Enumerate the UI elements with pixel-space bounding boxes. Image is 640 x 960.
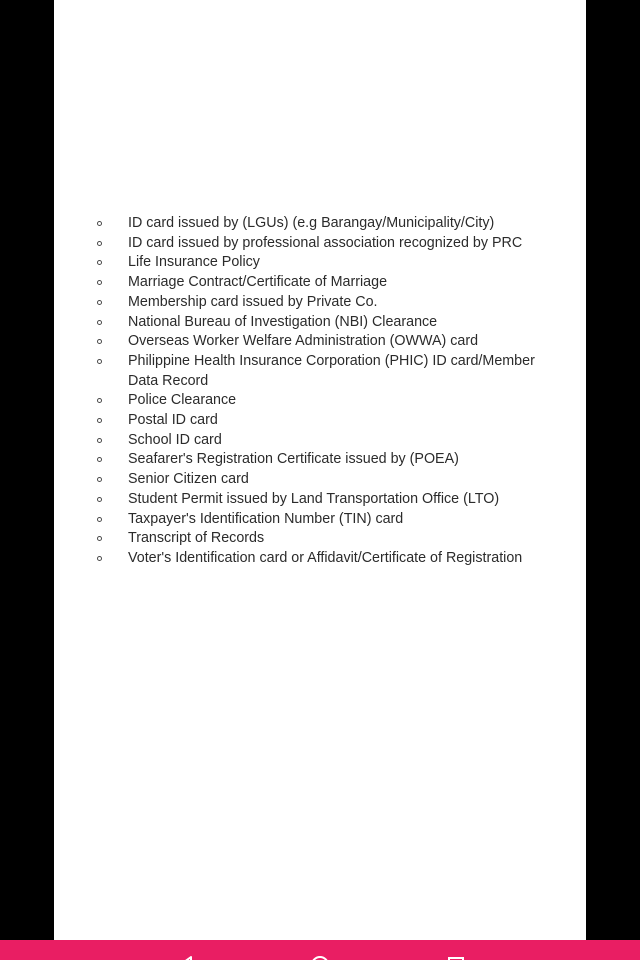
list-item [54, 529, 586, 549]
bullet-icon [97, 477, 102, 482]
list-item-text: Student Permit issued by Land Transportation Office (LTO) [128, 490, 500, 507]
list-item [54, 470, 586, 490]
list-item-text: Membership card issued by Private Co. [128, 293, 378, 310]
bullet-icon [97, 300, 102, 305]
list-item [54, 510, 586, 530]
accepted-id-list [54, 214, 586, 569]
list-item [54, 253, 586, 273]
list-item [54, 352, 586, 391]
list-item-text: Philippine Health Insurance Corporation (PHIC) ID card/Member Data Record [128, 352, 535, 389]
list-item [54, 391, 586, 411]
list-item [54, 332, 586, 352]
bullet-icon [97, 339, 102, 344]
bullet-icon [97, 418, 102, 423]
list-item-text: ID card issued by professional association recognized by PRC [128, 234, 523, 251]
list-item [54, 549, 586, 569]
document-page[interactable] [54, 0, 586, 940]
bullet-icon [97, 280, 102, 285]
list-item [54, 313, 586, 333]
bullet-icon [97, 556, 102, 561]
bullet-icon [97, 320, 102, 325]
list-item [54, 234, 586, 254]
navigation-bar [0, 940, 640, 960]
list-item [54, 273, 586, 293]
home-icon[interactable] [309, 954, 331, 960]
list-item-text: Life Insurance Policy [128, 254, 260, 271]
bullet-icon [97, 536, 102, 541]
bullet-icon [97, 497, 102, 502]
list-item-text: Overseas Worker Welfare Administration (OWWA) card [128, 333, 479, 350]
bullet-icon [97, 241, 102, 246]
list-item-text: Postal ID card [128, 412, 218, 429]
list-item [54, 293, 586, 313]
list-item-text: Taxpayer's Identification Number (TIN) card [128, 510, 404, 527]
list-item [54, 214, 586, 234]
list-item-text: National Bureau of Investigation (NBI) Clearance [128, 313, 438, 330]
bullet-icon [97, 398, 102, 403]
bullet-icon [97, 359, 102, 364]
list-item-text: ID card issued by (LGUs) (e.g Barangay/Municipality/City) [128, 215, 495, 231]
bullet-icon [97, 438, 102, 443]
list-item [54, 431, 586, 451]
bullet-icon [97, 221, 102, 226]
bullet-icon [97, 457, 102, 462]
list-item [54, 411, 586, 431]
list-item-text: Senior Citizen card [128, 471, 249, 488]
list-item-text: Police Clearance [128, 392, 237, 409]
list-item-text: Marriage Contract/Certificate of Marriage [128, 274, 388, 291]
list-item-text: Voter's Identification card or Affidavit/Certificate of Registration [128, 549, 523, 566]
bullet-icon [97, 517, 102, 522]
list-item-text: School ID card [128, 431, 222, 448]
bullet-icon [97, 260, 102, 265]
list-item [54, 490, 586, 510]
back-icon[interactable] [175, 954, 197, 960]
list-item-text: Seafarer's Registration Certificate issued by (POEA) [128, 451, 459, 468]
list-item [54, 450, 586, 470]
list-item-text: Transcript of Records [128, 530, 265, 547]
recents-icon[interactable] [445, 954, 467, 960]
